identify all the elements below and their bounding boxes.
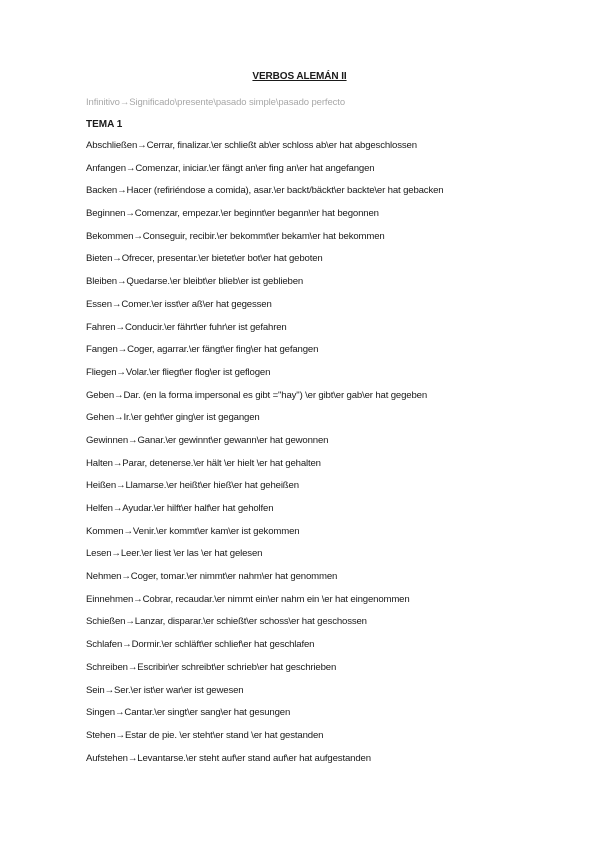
verb-entry: Nehmen→Coger, tomar.\er nimmt\er nahm\er hat genommen xyxy=(86,571,338,583)
verb-entry: Gewinnen→Ganar.\er gewinnt\er gewann\er hat gewonnen xyxy=(86,434,329,446)
verb-entry: Schreiben→Escribir\er schreibt\er schrieb\er hat geschrieben xyxy=(86,661,337,673)
verb-entry: Abschließen→Cerrar, finalizar.\er schließt ab\er schloss ab\er hat abgeschlossen xyxy=(86,140,417,151)
verb-entry: Helfen→Ayudar.\er hilft\er half\er hat geholfen xyxy=(86,503,274,514)
verb-entry: Anfangen→Comenzar, iniciar.\er fängt an\er fing an\er hat angefangen xyxy=(86,162,375,174)
verb-entry: Fliegen→Volar.\er fliegt\er flog\er ist geflogen xyxy=(86,366,271,378)
verb-entry: Singen→Cantar.\er singt\er sang\er hat gesungen xyxy=(86,707,291,719)
verb-entry: Einnehmen→Cobrar, recaudar.\er nimmt ein\er nahm ein \er hat eingenommen xyxy=(86,593,410,605)
document-title: VERBOS ALEMÁN II xyxy=(252,71,347,82)
verb-entry: Backen→Hacer (refiriéndose a comida), asar.\er backt/bäckt\er backte\er hat gebacken xyxy=(86,185,444,197)
verb-entry: Schlafen→Dormir.\er schläft\er schlief\er hat geschlafen xyxy=(86,639,315,651)
verb-entry: Aufstehen→Levantarse.\er steht auf\er stand auf\er hat aufgestanden xyxy=(86,752,371,764)
verb-entry: Fahren→Conducir.\er fährt\er fuhr\er ist gefahren xyxy=(86,321,287,333)
verb-entry: Kommen→Venir.\er kommt\er kam\er ist gekommen xyxy=(86,525,300,537)
section-heading: TEMA 1 xyxy=(86,119,123,130)
verb-entry: Heißen→Llamarse.\er heißt\er hieß\er hat geheißen xyxy=(86,480,299,492)
verb-entry: Lesen→Leer.\er liest \er las \er hat gelesen xyxy=(86,548,263,560)
column-legend: Infinitivo→Significado\presente\pasado simple\pasado perfecto xyxy=(86,97,346,108)
verb-entry: Essen→Comer.\er isst\er aß\er hat gegessen xyxy=(86,298,272,310)
verb-entry: Bieten→Ofrecer, presentar.\er bietet\er bot\er hat geboten xyxy=(86,253,323,265)
verb-list xyxy=(86,139,576,774)
verb-entry: Fangen→Coger, agarrar.\er fängt\er fing\er hat gefangen xyxy=(86,344,319,356)
verb-entry: Schießen→Lanzar, disparar.\er schießt\er schoss\er hat geschossen xyxy=(86,616,367,628)
verb-entry: Stehen→Estar de pie. \er steht\er stand \er hat gestanden xyxy=(86,729,324,741)
verb-entry: Sein→Ser.\er ist\er war\er ist gewesen xyxy=(86,684,244,696)
verb-entry: Geben→Dar. (en la forma impersonal es gibt ="hay") \er gibt\er gab\er hat gegeben xyxy=(86,389,428,401)
verb-entry: Bekommen→Conseguir, recibir.\er bekommt\er bekam\er hat bekommen xyxy=(86,230,385,242)
verb-entry: Gehen→Ir.\er geht\er ging\er ist gegangen xyxy=(86,412,260,424)
verb-entry: Beginnen→Comenzar, empezar.\er beginnt\er begann\er hat begonnen xyxy=(86,208,379,220)
verb-entry: Halten→Parar, detenerse.\er hält \er hielt \er hat gehalten xyxy=(86,457,321,469)
verb-entry: Bleiben→Quedarse.\er bleibt\er blieb\er ist geblieben xyxy=(86,276,304,288)
